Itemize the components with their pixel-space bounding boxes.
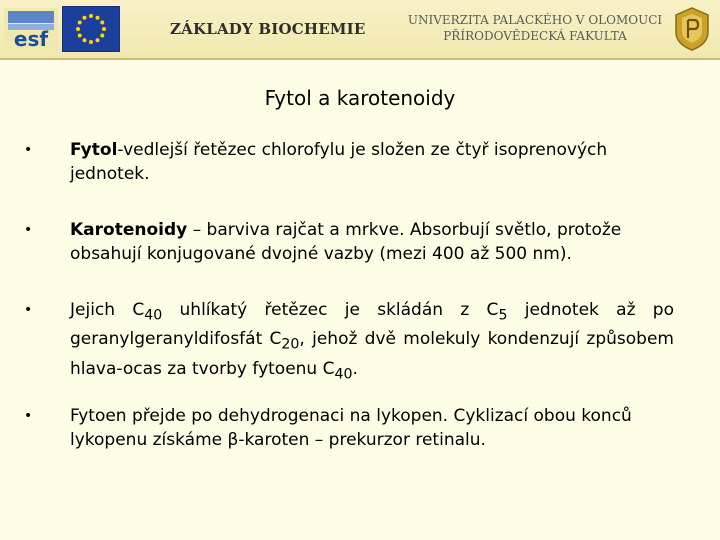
bullet-text (70, 138, 674, 186)
bullet-3-part-1: Jejich C (70, 300, 145, 320)
bullet-3-part-4: , jehož dvě molekuly kondenzují způsobem hlava-ocas za tvorby fytoenu C (70, 329, 674, 379)
bullet-text (70, 298, 674, 386)
subscript-20: 20 (281, 336, 300, 353)
term-fytol: Fytol (70, 140, 118, 160)
bullet-3-part-3: jednotek až po geranylgeranyldifosfát C (70, 300, 674, 350)
page-title: Fytol a karotenoidy (264, 86, 456, 110)
upol-crest-icon (672, 6, 712, 52)
bullet-text: Fytoen přejde po dehydrogenaci na lykopen. Cyklizací obou konců lykopenu získáme β-karoten – prekurzor retinalu. (70, 406, 632, 450)
esf-logo (4, 8, 58, 50)
bullet-text (70, 218, 674, 266)
bullet-3-part-5: . (352, 358, 358, 379)
course-title: ZÁKLADY BIOCHEMIE (170, 20, 366, 38)
subscript-40: 40 (144, 307, 163, 324)
bullet-dot: • (24, 222, 33, 238)
bullet-1-rest: -vedlejší řetězec chlorofylu je složen ze čtyř isoprenových jednotek. (70, 140, 608, 184)
university-name (404, 12, 666, 44)
bullet-dot: • (24, 302, 33, 318)
subscript-5: 5 (498, 307, 508, 324)
header-band (0, 0, 720, 60)
bullet-2-rest: – barviva rajčat a mrkve. Absorbují světlo, protože obsahují konjugované dvojné vazby (mezi 400 až 500 nm). (70, 220, 622, 264)
bullet-3-part-2: uhlíkatý řetězec je skládán z C (162, 300, 499, 320)
esf-logo-text: esf (13, 27, 49, 50)
university-line-1: UNIVERZITA PALACKÉHO V OLOMOUCI (407, 13, 663, 27)
eu-flag (62, 6, 120, 52)
term-karotenoidy: Karotenoidy (70, 220, 188, 240)
bullet-dot: • (24, 142, 33, 158)
subscript-40b: 40 (334, 366, 353, 383)
university-line-2: PŘÍRODOVĚDECKÁ FAKULTA (443, 29, 627, 43)
bullet-dot: • (24, 408, 33, 424)
